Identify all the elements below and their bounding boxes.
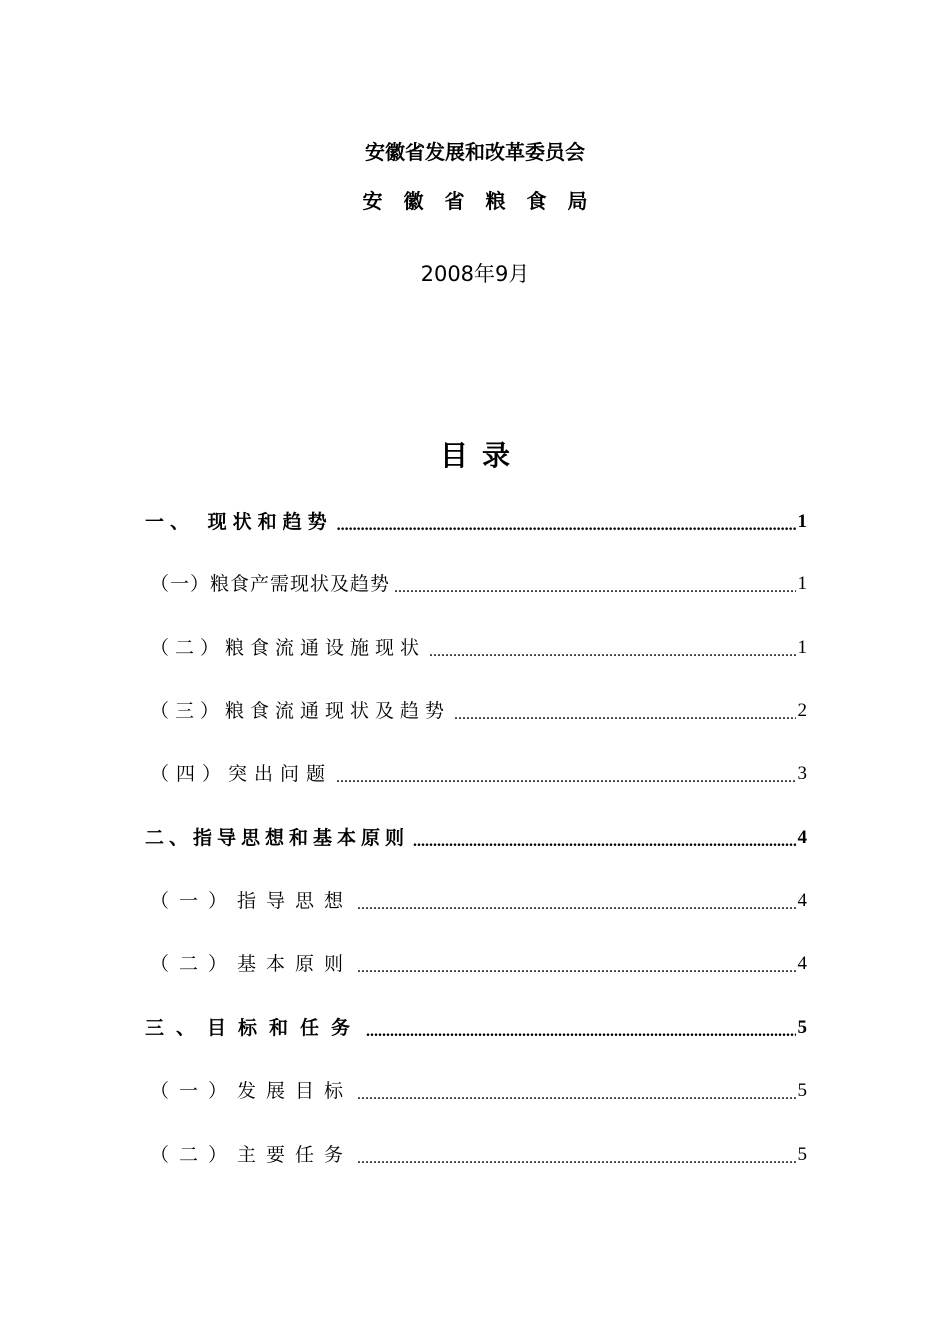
- toc-entry-page: 5: [797, 1080, 807, 1101]
- toc-entry-1-4[interactable]: [150, 758, 807, 788]
- toc-entry-page: 2: [797, 700, 807, 721]
- toc-entry-page: 4: [797, 953, 807, 974]
- toc-entry-page: 1: [797, 511, 807, 532]
- toc-entry-3-2[interactable]: [150, 1139, 807, 1169]
- toc-leader-dots: [413, 824, 795, 852]
- toc-leader-dots: [357, 1141, 795, 1169]
- toc-entry-page: 4: [797, 890, 807, 911]
- toc-entry-1[interactable]: [145, 506, 807, 536]
- toc-entry-label: 二、指导思想和基本原则: [145, 827, 410, 849]
- toc-entry-label: 三、目标和任务: [145, 1017, 363, 1039]
- toc-leader-dots: [454, 697, 795, 725]
- toc-entry-label: （一）发展目标: [150, 1080, 354, 1102]
- toc-entry-page: 5: [797, 1017, 807, 1038]
- toc-entry-1-3[interactable]: [150, 695, 807, 725]
- toc-leader-dots: [394, 570, 795, 598]
- toc-leader-dots: [357, 887, 795, 915]
- toc-entry-label: （一）粮食产需现状及趋势: [150, 573, 391, 595]
- toc-entry-label: （三）粮食流通现状及趋势: [150, 700, 451, 722]
- toc-entry-3[interactable]: [145, 1012, 807, 1042]
- toc-entry-3-1[interactable]: [150, 1075, 807, 1105]
- toc-leader-dots: [357, 950, 795, 978]
- toc-leader-dots: [366, 1014, 795, 1042]
- toc-entry-label: （一）指导思想: [150, 890, 354, 912]
- issuing-org-grain-bureau: 安徽省粮食局: [362, 189, 609, 213]
- toc-leader-dots: [429, 634, 795, 662]
- toc-entry-1-1[interactable]: [150, 568, 807, 598]
- toc-entry-label: 一、 现状和趋势: [145, 511, 333, 533]
- toc-entry-2-2[interactable]: [150, 948, 807, 978]
- toc-title: 目录: [439, 439, 524, 472]
- toc-leader-dots: [336, 760, 795, 788]
- toc-entry-2[interactable]: [145, 822, 807, 852]
- toc-leader-dots: [357, 1077, 795, 1105]
- issuing-org-ndrc: 安徽省发展和改革委员会: [365, 140, 585, 164]
- publication-date: 2008年9月: [420, 262, 530, 286]
- toc-entry-2-1[interactable]: [150, 885, 807, 915]
- toc-leader-dots: [337, 508, 796, 536]
- toc-entry-label: （二）主要任务: [150, 1144, 354, 1166]
- toc-entry-page: 4: [797, 827, 807, 848]
- toc-entry-label: （二）粮食流通设施现状: [150, 637, 426, 659]
- toc-entry-label: （二）基本原则: [150, 953, 354, 975]
- toc-entry-page: 1: [797, 637, 807, 658]
- toc-entry-page: 1: [797, 573, 807, 594]
- toc-entry-page: 3: [797, 763, 807, 784]
- toc-entry-1-2[interactable]: [150, 632, 807, 662]
- toc-entry-page: 5: [797, 1144, 807, 1165]
- toc-entry-label: （四）突出问题: [150, 763, 333, 785]
